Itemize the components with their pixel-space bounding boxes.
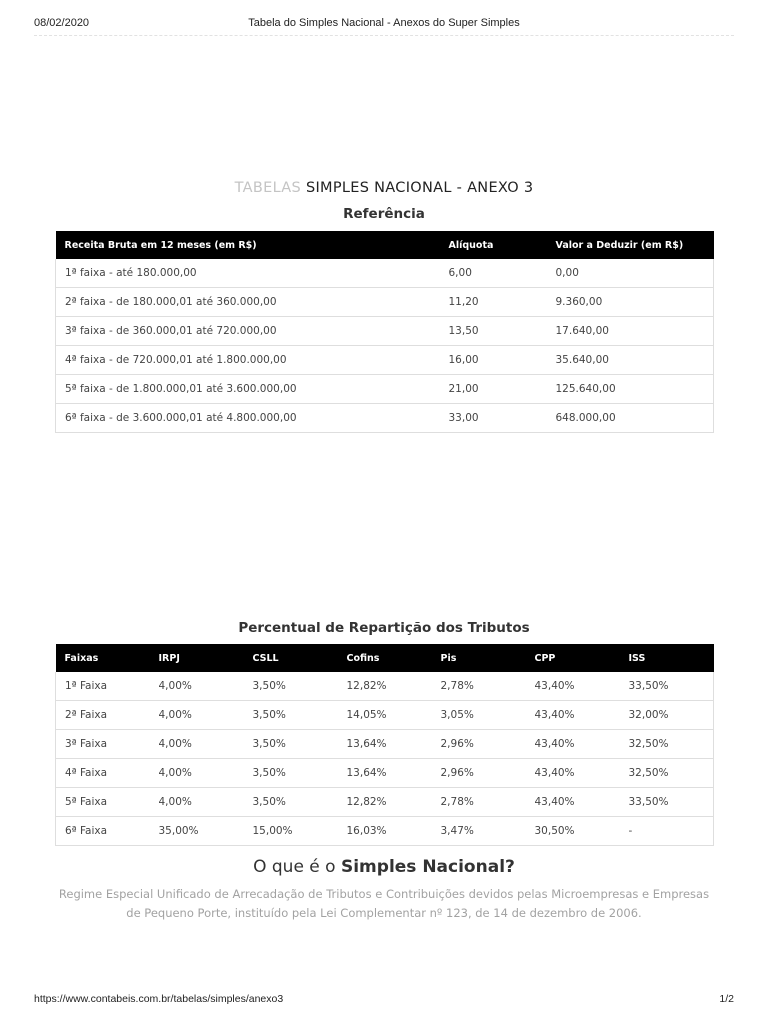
- table-cell: 4,00%: [150, 672, 244, 701]
- table-cell: 0,00: [547, 259, 714, 288]
- table-cell: 3ª faixa - de 360.000,01 até 720.000,00: [56, 317, 440, 346]
- table-cell: 13,64%: [338, 759, 432, 788]
- table-cell: 3,50%: [244, 788, 338, 817]
- print-header: [34, 17, 734, 36]
- table-cell: 21,00: [440, 375, 547, 404]
- table-cell: 32,00%: [620, 701, 714, 730]
- table-row: [56, 375, 714, 404]
- page-title: [0, 180, 768, 196]
- column-header: Faixas: [64, 652, 99, 664]
- column-header: Cofins: [346, 652, 380, 664]
- table-row: [56, 288, 714, 317]
- column-header: ISS: [628, 652, 646, 664]
- table-cell: 3,47%: [432, 817, 526, 846]
- table-cell: 3,50%: [244, 672, 338, 701]
- column-header: CPP: [534, 652, 556, 664]
- table-cell: 12,82%: [338, 672, 432, 701]
- table-cell: 5ª faixa - de 1.800.000,01 até 3.600.000,00: [56, 375, 440, 404]
- table-cell: 43,40%: [526, 701, 620, 730]
- table-cell: 14,05%: [338, 701, 432, 730]
- table-cell: 2,78%: [432, 788, 526, 817]
- table-cell: 2,96%: [432, 759, 526, 788]
- table-cell: 4,00%: [150, 788, 244, 817]
- table-cell: 125.640,00: [547, 375, 714, 404]
- referencia-title: Referência: [343, 206, 425, 222]
- referencia-table: [55, 231, 714, 433]
- table-cell: 3,50%: [244, 730, 338, 759]
- table-cell: 16,00: [440, 346, 547, 375]
- table-cell: 13,50: [440, 317, 547, 346]
- page-title-light: TABELAS: [234, 180, 302, 196]
- table-cell: 33,50%: [620, 672, 714, 701]
- column-header: CSLL: [252, 652, 279, 664]
- table-cell: 4,00%: [150, 730, 244, 759]
- table-cell: 43,40%: [526, 759, 620, 788]
- table-cell: 33,00: [440, 404, 547, 433]
- page-title-dark: SIMPLES NACIONAL - ANEXO 3: [305, 180, 534, 196]
- table-cell: 15,00%: [244, 817, 338, 846]
- table-cell: 43,40%: [526, 730, 620, 759]
- column-header: IRPJ: [158, 652, 180, 664]
- column-header: Pis: [440, 652, 457, 664]
- table-cell: 2,96%: [432, 730, 526, 759]
- table-row: [56, 759, 714, 788]
- table-cell: 16,03%: [338, 817, 432, 846]
- table-cell: 9.360,00: [547, 288, 714, 317]
- table-row: [56, 404, 714, 433]
- column-header: Valor a Deduzir (em R$): [555, 239, 684, 251]
- table-row: [56, 817, 714, 846]
- table-cell: 4ª faixa - de 720.000,01 até 1.800.000,00: [56, 346, 440, 375]
- page-url: https://www.contabeis.com.br/tabelas/simples/anexo3: [34, 993, 284, 1005]
- whatis-title: [0, 857, 768, 877]
- table-cell: 32,50%: [620, 730, 714, 759]
- column-header: Receita Bruta em 12 meses (em R$): [64, 239, 257, 251]
- table-row: [56, 672, 714, 701]
- table-cell: 1ª Faixa: [56, 672, 150, 701]
- table-cell: 43,40%: [526, 788, 620, 817]
- table-cell: 4ª Faixa: [56, 759, 150, 788]
- table-cell: 4,00%: [150, 759, 244, 788]
- table-cell: 32,50%: [620, 759, 714, 788]
- table-cell: 5ª Faixa: [56, 788, 150, 817]
- table-cell: 35.640,00: [547, 346, 714, 375]
- table-cell: 3,05%: [432, 701, 526, 730]
- table-cell: 43,40%: [526, 672, 620, 701]
- table-cell: -: [620, 817, 714, 846]
- table-cell: 6ª Faixa: [56, 817, 150, 846]
- table-row: [56, 317, 714, 346]
- table-cell: 17.640,00: [547, 317, 714, 346]
- table-cell: 2,78%: [432, 672, 526, 701]
- table-cell: 6ª faixa - de 3.600.000,01 até 4.800.000,00: [56, 404, 440, 433]
- table-row: [56, 259, 714, 288]
- table-cell: 12,82%: [338, 788, 432, 817]
- table-cell: 648.000,00: [547, 404, 714, 433]
- table-cell: 35,00%: [150, 817, 244, 846]
- reparticao-title: Percentual de Repartição dos Tributos: [238, 620, 530, 636]
- table-cell: 6,00: [440, 259, 547, 288]
- table-cell: 1ª faixa - até 180.000,00: [56, 259, 440, 288]
- table-cell: 30,50%: [526, 817, 620, 846]
- table-cell: 3,50%: [244, 759, 338, 788]
- print-title: Tabela do Simples Nacional - Anexos do Super Simples: [248, 17, 520, 29]
- table-row: [56, 701, 714, 730]
- table-cell: 3,50%: [244, 701, 338, 730]
- print-date: 08/02/2020: [34, 17, 90, 29]
- table-header-row: [56, 231, 714, 259]
- page-number: 1/2: [719, 993, 734, 1005]
- table-row: [56, 788, 714, 817]
- table-cell: 13,64%: [338, 730, 432, 759]
- table-header-row: [56, 644, 714, 672]
- table-row: [56, 346, 714, 375]
- whatis-highlight: Simples Nacional?: [340, 857, 515, 877]
- table-cell: 2ª Faixa: [56, 701, 150, 730]
- whatis-description: Regime Especial Unificado de Arrecadação de Tributos e Contribuições devidos pelas Microempresas e Empresas de Pequeno Porte, instituído pela Lei Complementar nº 123, de 14 de dezembro de 2006.: [58, 887, 710, 920]
- whatis-prefix: O que é o: [253, 857, 336, 877]
- table-cell: 4,00%: [150, 701, 244, 730]
- table-cell: 2ª faixa - de 180.000,01 até 360.000,00: [56, 288, 440, 317]
- table-cell: 11,20: [440, 288, 547, 317]
- table-row: [56, 730, 714, 759]
- reparticao-table: [55, 644, 714, 846]
- table-cell: 3ª Faixa: [56, 730, 150, 759]
- table-cell: 33,50%: [620, 788, 714, 817]
- column-header: Alíquota: [448, 239, 494, 251]
